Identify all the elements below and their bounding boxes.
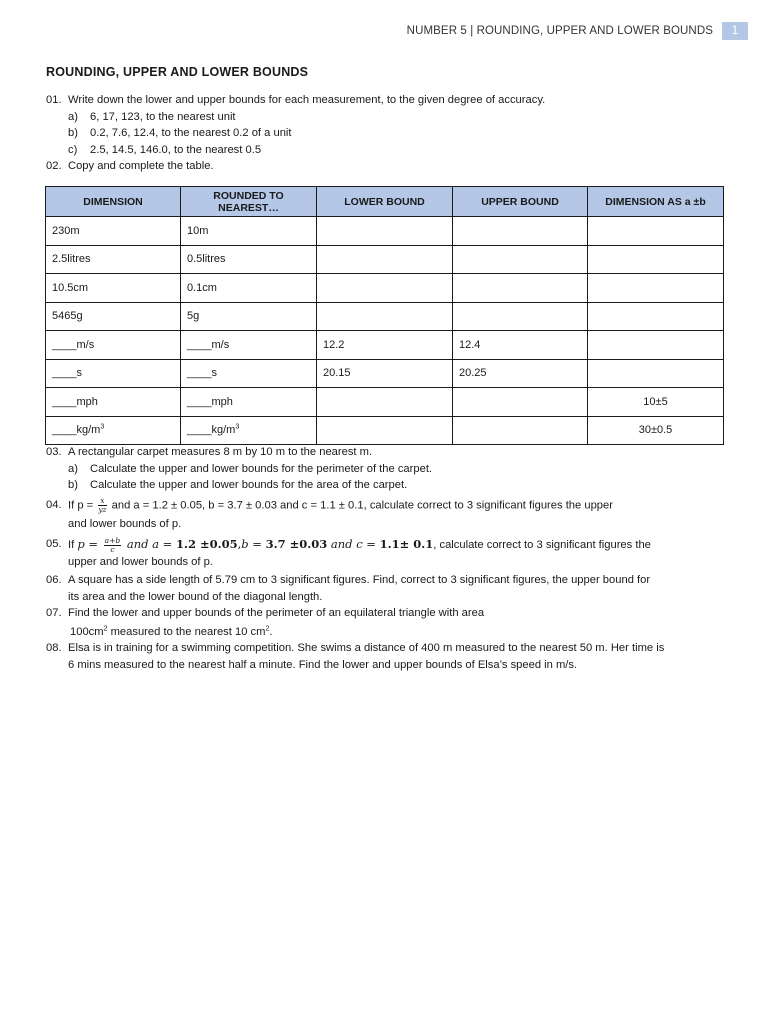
table-cell	[317, 416, 453, 445]
question-text	[68, 536, 726, 554]
math-op: =	[84, 537, 102, 551]
math-expression	[77, 535, 434, 554]
question-number: 05.	[46, 538, 62, 550]
table-cell: ____mph	[46, 388, 181, 417]
math-text: and	[123, 537, 153, 551]
question-07-cont	[46, 624, 726, 641]
superscript: 2	[265, 624, 270, 632]
question-text: A square has a side length of 5.79 cm to 3 significant figures. Find, correct to 3 significant figures, the upper bound for	[68, 574, 651, 586]
page-title: ROUNDING, UPPER AND LOWER BOUNDS	[46, 65, 309, 79]
bounds-table	[45, 186, 724, 445]
question-text: Write down the lower and upper bounds for each measurement, to the given degree of accuracy.	[68, 94, 546, 106]
part-label: a)	[68, 462, 78, 475]
questions-bottom	[46, 444, 726, 673]
table-cell	[588, 217, 724, 246]
table-cell: 2.5litres	[46, 245, 181, 274]
part-label: b)	[68, 479, 78, 491]
spacer	[46, 589, 68, 606]
question-number: 01.	[46, 94, 62, 106]
table-cell: 0.5litres	[181, 245, 317, 274]
question-03-part-b	[46, 477, 726, 494]
question-01	[46, 92, 726, 109]
math-op: ,	[237, 537, 242, 551]
table-cell	[453, 416, 588, 445]
question-01-part-c	[46, 142, 726, 159]
table-header-row	[46, 187, 724, 217]
question-01-part-b	[46, 125, 726, 142]
table-row	[46, 416, 724, 445]
page-number-badge: 1	[722, 22, 748, 40]
question-05-cont	[46, 554, 726, 571]
math-op: =	[362, 537, 380, 551]
text-fragment: .	[269, 625, 273, 638]
part-text: 6, 17, 123, to the nearest unit	[90, 110, 236, 123]
table-row	[46, 274, 724, 303]
table-cell	[453, 245, 588, 274]
column-header: UPPER BOUND	[453, 187, 588, 217]
question-01-part-a	[46, 109, 726, 126]
part-label: b)	[68, 127, 78, 139]
question-04-cont	[46, 516, 726, 533]
fraction-denominator: yz	[98, 504, 107, 514]
table-cell	[181, 416, 317, 445]
table-row	[46, 359, 724, 388]
text-fragment: If	[68, 539, 75, 551]
table-cell: 10m	[181, 217, 317, 246]
table-row	[46, 245, 724, 274]
math-op: =	[248, 537, 266, 551]
text-fragment: measured to the nearest 10 cm	[107, 625, 266, 638]
table-cell	[317, 388, 453, 417]
table-cell: 12.4	[453, 331, 588, 360]
part-label: c)	[68, 143, 78, 156]
question-text: Copy and complete the table.	[68, 160, 214, 172]
table-cell	[317, 245, 453, 274]
table-cell	[588, 245, 724, 274]
question-number: 06.	[46, 574, 62, 586]
text-fragment: If p =	[68, 498, 94, 511]
math-text: and	[327, 537, 357, 551]
question-text: Elsa is in training for a swimming competition. She swims a distance of 400 m measured to the nearest 50 m. Her time is	[68, 642, 665, 654]
table-cell: 5465g	[46, 302, 181, 331]
question-06	[46, 572, 726, 589]
column-header: DIMENSION	[46, 187, 181, 217]
table-cell: ____m/s	[46, 331, 181, 360]
table-cell	[453, 302, 588, 331]
table-cell	[453, 388, 588, 417]
math-var: c	[356, 537, 363, 551]
question-text: A rectangular carpet measures 8 m by 10 m to the nearest m.	[68, 446, 373, 458]
table-cell	[453, 217, 588, 246]
table-cell: 20.15	[317, 359, 453, 388]
math-value: 3.7 ±0.03	[265, 537, 328, 551]
question-08	[46, 640, 726, 657]
text-fragment: and a = 1.2 ± 0.05, b = 3.7 ± 0.03 and c = 1.1 ± 0.1, calculate correct to 3 significant figures the upper	[111, 498, 613, 511]
math-var: b	[241, 537, 249, 551]
table-cell	[588, 331, 724, 360]
fraction	[104, 537, 122, 554]
fraction-denominator: c	[110, 544, 115, 554]
part-text: 2.5, 14.5, 146.0, to the nearest 0.5	[90, 143, 262, 156]
table-cell: ____s	[46, 359, 181, 388]
spacer	[46, 516, 68, 533]
table-cell	[317, 217, 453, 246]
column-header: LOWER BOUND	[317, 187, 453, 217]
table-cell: ____m/s	[181, 331, 317, 360]
cell-text: ____kg/m	[187, 424, 236, 437]
math-value: 1.2 ±0.05	[175, 537, 238, 551]
math-var: p	[77, 537, 85, 551]
spacer	[46, 657, 68, 674]
math-value: 1.1± 0.1	[379, 537, 434, 551]
cell-text: ____kg/m	[52, 424, 101, 437]
table-cell: 12.2	[317, 331, 453, 360]
question-03-part-a	[46, 461, 726, 478]
table-row	[46, 331, 724, 360]
table-cell	[317, 274, 453, 303]
question-number: 08.	[46, 642, 62, 654]
question-04	[46, 497, 726, 514]
question-text	[68, 624, 726, 641]
fraction-numerator: x	[100, 495, 105, 505]
question-number: 07.	[46, 607, 62, 619]
table-cell	[46, 416, 181, 445]
fraction-numerator: a+b	[104, 535, 121, 545]
question-text: and lower bounds of p.	[68, 517, 182, 530]
math-op: =	[159, 537, 176, 551]
questions-top	[46, 92, 726, 175]
table-cell	[588, 359, 724, 388]
question-05	[46, 536, 726, 554]
part-text: Calculate the upper and lower bounds for the perimeter of the carpet.	[90, 462, 433, 475]
fraction	[98, 497, 106, 514]
table-cell	[317, 302, 453, 331]
column-header: DIMENSION AS a ±b	[588, 187, 724, 217]
superscript: 3	[235, 423, 240, 431]
table-cell: 20.25	[453, 359, 588, 388]
text-fragment: , calculate correct to 3 significant figures the	[433, 539, 651, 551]
table-row	[46, 302, 724, 331]
question-number: 03.	[46, 446, 62, 458]
question-text	[68, 497, 726, 514]
table-cell	[588, 302, 724, 331]
superscript: 2	[103, 624, 108, 632]
table-cell: 10.5cm	[46, 274, 181, 303]
table-cell: 0.1cm	[181, 274, 317, 303]
question-number: 04.	[46, 498, 62, 511]
question-text: upper and lower bounds of p.	[68, 555, 213, 568]
table-cell: 230m	[46, 217, 181, 246]
part-text: 0.2, 7.6, 12.4, to the nearest 0.2 of a unit	[90, 127, 292, 139]
question-02	[46, 158, 726, 175]
text-fragment: 100cm	[70, 625, 104, 638]
question-06-cont	[46, 589, 726, 606]
question-text: its area and the lower bound of the diagonal length.	[68, 590, 323, 603]
table-cell: 5g	[181, 302, 317, 331]
question-03	[46, 444, 726, 461]
question-text: Find the lower and upper bounds of the perimeter of an equilateral triangle with area	[68, 607, 485, 619]
question-08-cont	[46, 657, 726, 674]
math-var: a	[152, 537, 160, 551]
superscript: 3	[100, 423, 105, 431]
table-row	[46, 217, 724, 246]
page-header	[407, 22, 748, 40]
part-text: Calculate the upper and lower bounds for the area of the carpet.	[90, 479, 408, 491]
question-number: 02.	[46, 160, 62, 172]
table-cell: 10±5	[588, 388, 724, 417]
spacer	[46, 554, 68, 571]
table-cell: ____mph	[181, 388, 317, 417]
spacer	[46, 624, 68, 641]
column-header: ROUNDED TO NEAREST…	[181, 187, 317, 217]
table-cell: ____s	[181, 359, 317, 388]
table-cell: 30±0.5	[588, 416, 724, 445]
part-label: a)	[68, 110, 78, 123]
running-title: NUMBER 5 | ROUNDING, UPPER AND LOWER BOUNDS	[406, 25, 713, 37]
table-cell	[453, 274, 588, 303]
question-text: 6 mins measured to the nearest half a minute. Find the lower and upper bounds of Elsa’s speed in m/s.	[68, 658, 578, 671]
table-cell	[588, 274, 724, 303]
question-07	[46, 605, 726, 622]
table-row	[46, 388, 724, 417]
